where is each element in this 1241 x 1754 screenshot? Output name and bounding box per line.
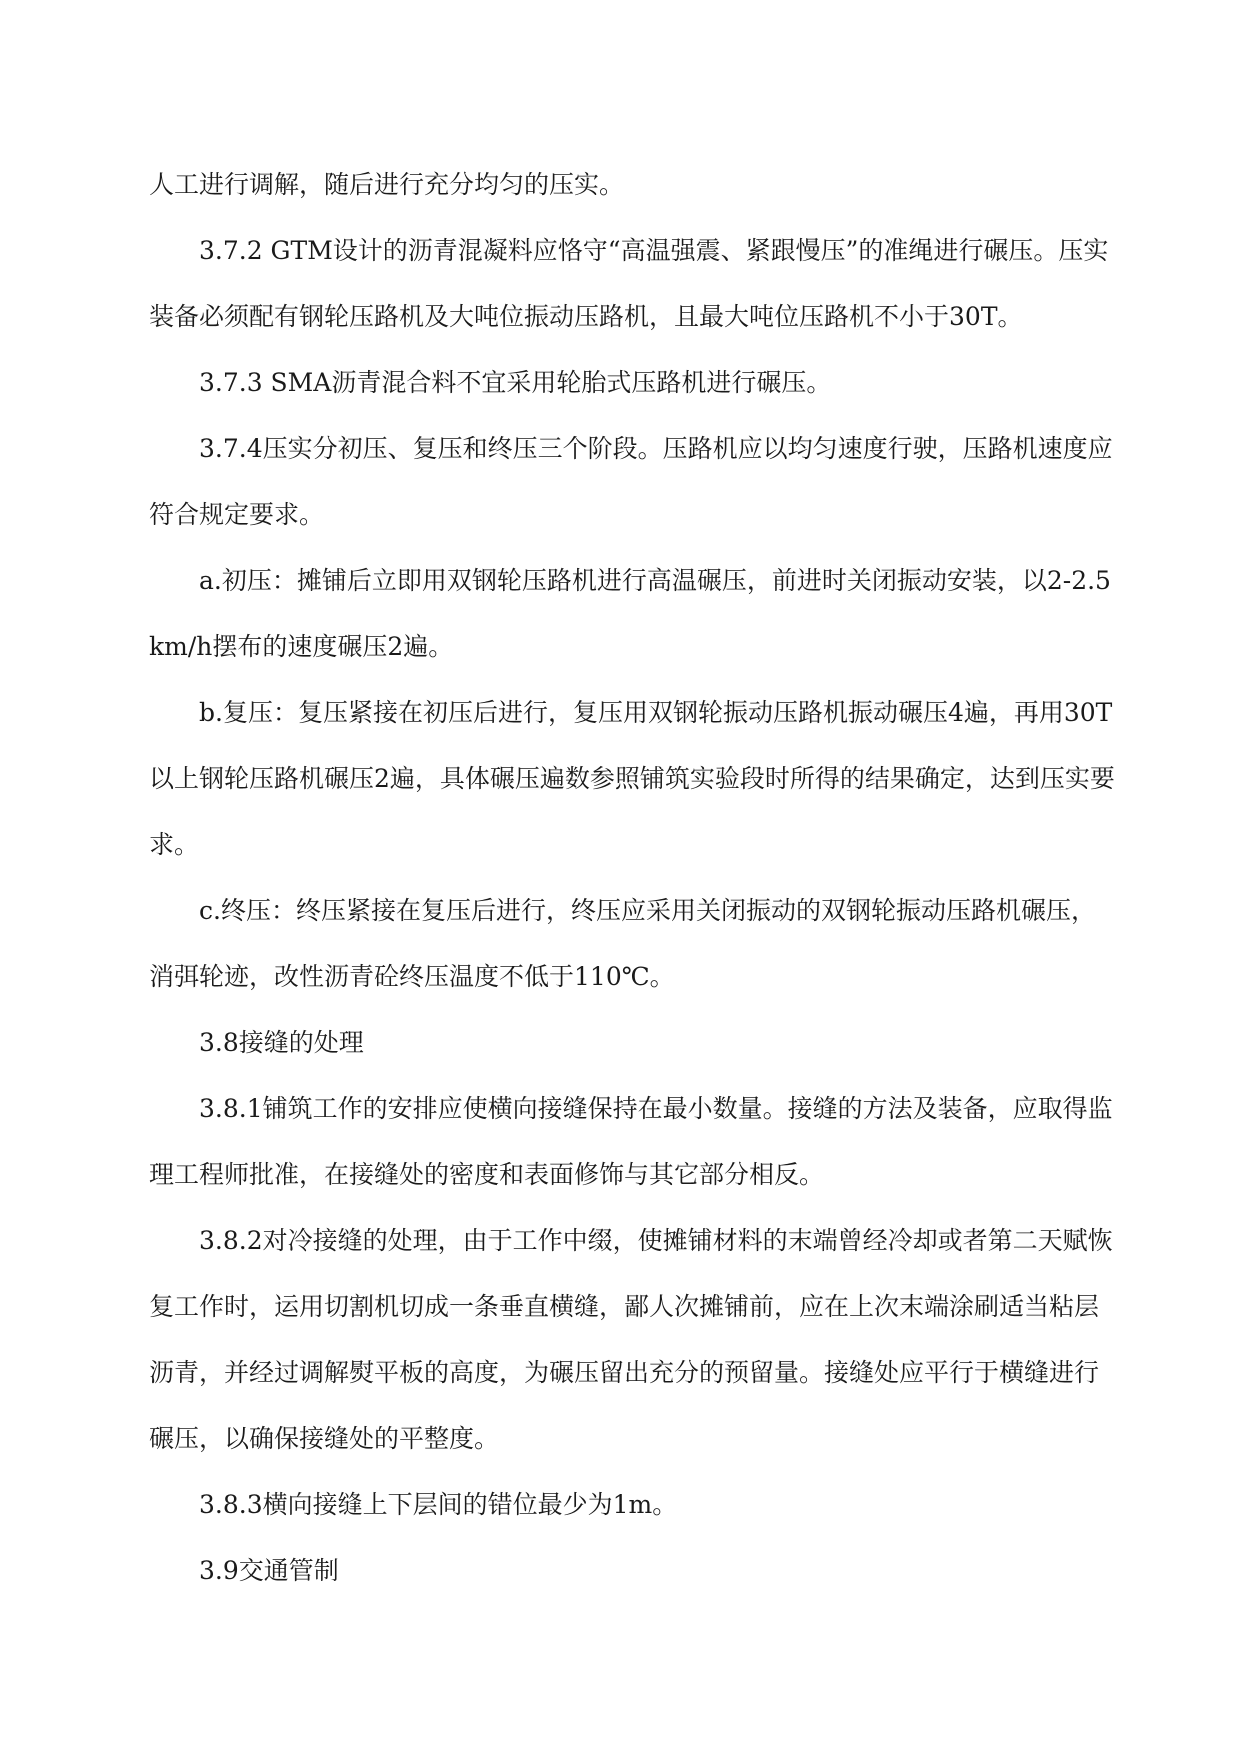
paragraph-continuation: 人工进行调解，随后进行充分均匀的压实。 [149,170,625,199]
section-heading-3-8: 3.8接缝的处理 [199,1028,364,1057]
paragraph-3-8-2: 3.8.2对冷接缝的处理，由于工作中缀，使摊铺材料的末端曾经冷却或者第二天赋恢复工作时，运用切割机切成一条垂直横缝，鄙人次摊铺前，应在上次末端涂刷适当粘层沥青，并经过调解熨平板的高度，为碾压留出充分的预留量。接缝处应平行于横缝进行碾压，以确保接缝处的平整度。 [149,1226,1113,1453]
paragraph-3-7-2: 3.7.2 GTM设计的沥青混凝料应恪守“高温强震、紧跟慢压”的准绳进行碾压。压实装备必须配有钢轮压路机及大吨位振动压路机，且最大吨位压路机不小于30T。 [149,236,1109,331]
paragraph-initial-compaction: a.初压：摊铺后立即用双钢轮压路机进行高温碾压，前进时关闭振动安装，以2-2.5km/h摆布的速度碾压2遍。 [149,566,1111,661]
document-body [149,152,1115,1604]
section-heading-3-9: 3.9交通管制 [199,1556,339,1585]
paragraph-secondary-compaction: b.复压：复压紧接在初压后进行，复压用双钢轮振动压路机振动碾压4遍，再用30T以上钢轮压路机碾压2遍，具体碾压遍数参照铺筑实验段时所得的结果确定，达到压实要求。 [149,698,1115,859]
paragraph-final-compaction: c.终压：终压紧接在复压后进行，终压应采用关闭振动的双钢轮振动压路机碾压，消弭轮迹，改性沥青砼终压温度不低于110℃。 [149,896,1096,991]
paragraph-3-8-1: 3.8.1铺筑工作的安排应使横向接缝保持在最小数量。接缝的方法及装备，应取得监理工程师批准，在接缝处的密度和表面修饰与其它部分相反。 [149,1094,1113,1189]
paragraph-3-8-3: 3.8.3横向接缝上下层间的错位最少为1m。 [199,1490,678,1519]
paragraph-3-7-3: 3.7.3 SMA沥青混合料不宜采用轮胎式压路机进行碾压。 [199,368,832,397]
paragraph-3-7-4: 3.7.4压实分初压、复压和终压三个阶段。压路机应以均匀速度行驶，压路机速度应符合规定要求。 [149,434,1113,529]
